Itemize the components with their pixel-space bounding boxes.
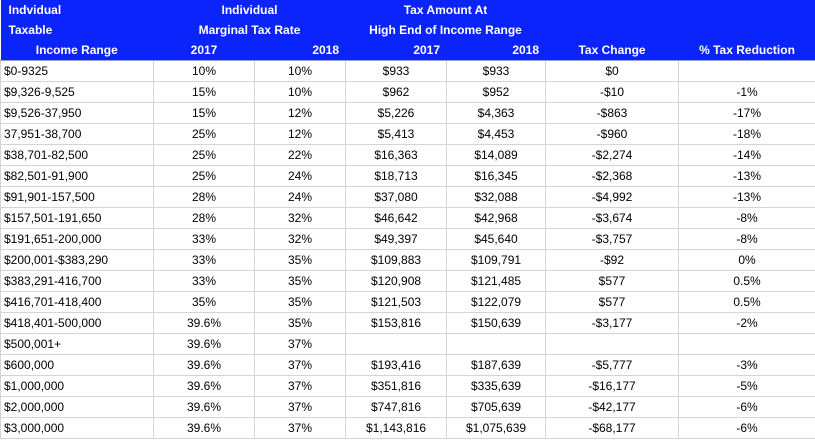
cell-tax-change[interactable]: -$5,777 (546, 355, 679, 376)
header-tax-reduction: % Tax Reduction (679, 40, 815, 61)
cell-tax-2017[interactable]: $46,642 (346, 208, 447, 229)
table-header (1, 0, 815, 61)
cell-tax-2017[interactable]: $18,713 (346, 166, 447, 187)
cell-rate-2017[interactable]: 39.6% (154, 334, 255, 355)
cell-tax-2018[interactable]: $42,968 (447, 208, 546, 229)
cell-tax-reduction[interactable]: -1% (679, 82, 815, 103)
cell-tax-2017[interactable]: $37,080 (346, 187, 447, 208)
cell-rate-2018[interactable]: 32% (255, 208, 346, 229)
cell-tax-change[interactable]: -$3,757 (546, 229, 679, 250)
cell-tax-2017[interactable] (346, 334, 447, 355)
cell-rate-2018[interactable]: 37% (255, 376, 346, 397)
cell-income-range[interactable]: $191,651-200,000 (1, 229, 154, 250)
cell-tax-reduction[interactable]: -6% (679, 397, 815, 418)
cell-rate-2018[interactable]: 37% (255, 355, 346, 376)
cell-income-range[interactable]: $91,901-157,500 (1, 187, 154, 208)
cell-income-range[interactable]: $383,291-416,700 (1, 271, 154, 292)
cell-rate-2017[interactable]: 28% (154, 208, 255, 229)
cell-tax-change[interactable]: -$68,177 (546, 418, 679, 439)
cell-rate-2017[interactable]: 39.6% (154, 397, 255, 418)
cell-rate-2018[interactable]: 35% (255, 313, 346, 334)
cell-tax-reduction[interactable] (679, 334, 815, 355)
cell-tax-2018[interactable]: $705,639 (447, 397, 546, 418)
header-row-3 (1, 40, 815, 61)
table-row (1, 61, 815, 82)
cell-rate-2018[interactable]: 22% (255, 145, 346, 166)
cell-tax-2017[interactable]: $121,503 (346, 292, 447, 313)
cell-tax-2017[interactable]: $193,416 (346, 355, 447, 376)
cell-tax-2018[interactable]: $16,345 (447, 166, 546, 187)
header-blank (679, 0, 815, 20)
cell-tax-reduction[interactable]: -17% (679, 103, 815, 124)
cell-tax-2018[interactable]: $45,640 (447, 229, 546, 250)
cell-rate-2018[interactable]: 35% (255, 292, 346, 313)
cell-rate-2017[interactable]: 33% (154, 229, 255, 250)
cell-tax-2018[interactable]: $335,639 (447, 376, 546, 397)
header-income-line2: Taxable (1, 20, 154, 40)
cell-tax-reduction[interactable]: 0.5% (679, 271, 815, 292)
header-blank (546, 20, 679, 40)
cell-rate-2018[interactable]: 32% (255, 229, 346, 250)
cell-tax-2017[interactable]: $351,816 (346, 376, 447, 397)
header-income-line1: Indvidual (1, 0, 154, 20)
table-row (1, 397, 815, 418)
table-row (1, 145, 815, 166)
cell-rate-2018[interactable]: 24% (255, 166, 346, 187)
cell-income-range[interactable]: $1,000,000 (1, 376, 154, 397)
table-row (1, 208, 815, 229)
cell-tax-change[interactable]: $577 (546, 292, 679, 313)
cell-rate-2017[interactable]: 10% (154, 61, 255, 82)
header-tax-line2: High End of Income Range (346, 20, 546, 40)
header-row-1 (1, 0, 815, 20)
cell-tax-2018[interactable]: $121,485 (447, 271, 546, 292)
cell-tax-2018[interactable]: $952 (447, 82, 546, 103)
cell-rate-2018[interactable]: 10% (255, 61, 346, 82)
table-row (1, 271, 815, 292)
table-body (1, 61, 815, 439)
cell-tax-change[interactable]: -$42,177 (546, 397, 679, 418)
cell-rate-2017[interactable]: 39.6% (154, 418, 255, 439)
cell-rate-2018[interactable]: 10% (255, 82, 346, 103)
cell-rate-2017[interactable]: 15% (154, 82, 255, 103)
cell-tax-2017[interactable]: $5,226 (346, 103, 447, 124)
cell-tax-change[interactable]: -$2,368 (546, 166, 679, 187)
cell-rate-2017[interactable]: 28% (154, 187, 255, 208)
table-row (1, 229, 815, 250)
header-rate-2017: 2017 (154, 40, 255, 61)
cell-tax-2017[interactable]: $747,816 (346, 397, 447, 418)
table-row (1, 124, 815, 145)
cell-tax-2017[interactable]: $933 (346, 61, 447, 82)
table-row (1, 166, 815, 187)
header-tax-line1: Tax Amount At (346, 0, 546, 20)
cell-rate-2018[interactable]: 37% (255, 334, 346, 355)
cell-rate-2018[interactable]: 12% (255, 124, 346, 145)
cell-rate-2017[interactable]: 25% (154, 166, 255, 187)
cell-tax-reduction[interactable]: -14% (679, 145, 815, 166)
cell-rate-2018[interactable]: 37% (255, 418, 346, 439)
cell-rate-2017[interactable]: 39.6% (154, 313, 255, 334)
header-rate-line1: Individual (154, 0, 346, 20)
cell-rate-2018[interactable]: 35% (255, 271, 346, 292)
header-tax-2018: 2018 (447, 40, 546, 61)
cell-tax-2017[interactable]: $5,413 (346, 124, 447, 145)
cell-income-range[interactable]: $38,701-82,500 (1, 145, 154, 166)
table-row (1, 313, 815, 334)
cell-tax-change[interactable]: -$960 (546, 124, 679, 145)
table-row (1, 292, 815, 313)
cell-tax-2018[interactable]: $150,639 (447, 313, 546, 334)
cell-tax-2018[interactable]: $14,089 (447, 145, 546, 166)
cell-tax-reduction[interactable]: -13% (679, 166, 815, 187)
cell-tax-2017[interactable]: $109,883 (346, 250, 447, 271)
cell-tax-2018[interactable]: $4,363 (447, 103, 546, 124)
cell-tax-2017[interactable]: $962 (346, 82, 447, 103)
header-tax-change: Tax Change (546, 40, 679, 61)
table-row (1, 334, 815, 355)
cell-income-range[interactable]: $0-9325 (1, 61, 154, 82)
cell-rate-2018[interactable]: 12% (255, 103, 346, 124)
header-row-2 (1, 20, 815, 40)
cell-tax-change[interactable]: $577 (546, 271, 679, 292)
cell-rate-2018[interactable]: 37% (255, 397, 346, 418)
table-row (1, 355, 815, 376)
cell-rate-2017[interactable]: 25% (154, 124, 255, 145)
cell-tax-reduction[interactable]: -6% (679, 418, 815, 439)
table-row (1, 187, 815, 208)
cell-income-range[interactable]: $416,701-418,400 (1, 292, 154, 313)
cell-tax-reduction[interactable]: -2% (679, 313, 815, 334)
cell-tax-2017[interactable]: $16,363 (346, 145, 447, 166)
cell-tax-change[interactable]: -$863 (546, 103, 679, 124)
header-blank (546, 0, 679, 20)
header-rate-line2: Marginal Tax Rate (154, 20, 346, 40)
cell-rate-2017[interactable]: 15% (154, 103, 255, 124)
cell-income-range[interactable]: $2,000,000 (1, 397, 154, 418)
cell-tax-2018[interactable]: $187,639 (447, 355, 546, 376)
cell-tax-2018[interactable]: $109,791 (447, 250, 546, 271)
cell-income-range[interactable]: 37,951-38,700 (1, 124, 154, 145)
cell-tax-reduction[interactable] (679, 61, 815, 82)
cell-rate-2017[interactable]: 39.6% (154, 355, 255, 376)
table-row (1, 103, 815, 124)
header-blank (679, 20, 815, 40)
cell-tax-change[interactable]: -$3,674 (546, 208, 679, 229)
cell-tax-2018[interactable]: $4,453 (447, 124, 546, 145)
cell-rate-2017[interactable]: 35% (154, 292, 255, 313)
cell-tax-2017[interactable]: $153,816 (346, 313, 447, 334)
cell-tax-2017[interactable]: $120,908 (346, 271, 447, 292)
cell-tax-reduction[interactable]: -8% (679, 229, 815, 250)
cell-income-range[interactable]: $82,501-91,900 (1, 166, 154, 187)
cell-tax-reduction[interactable]: -3% (679, 355, 815, 376)
header-tax-2017: 2017 (346, 40, 447, 61)
cell-tax-2018[interactable]: $1,075,639 (447, 418, 546, 439)
cell-income-range[interactable]: $9,526-37,950 (1, 103, 154, 124)
table-row (1, 376, 815, 397)
table-row (1, 82, 815, 103)
cell-rate-2017[interactable]: 33% (154, 271, 255, 292)
cell-income-range[interactable]: $157,501-191,650 (1, 208, 154, 229)
cell-tax-2018[interactable] (447, 334, 546, 355)
cell-income-range[interactable]: $600,000 (1, 355, 154, 376)
cell-tax-change[interactable]: $0 (546, 61, 679, 82)
cell-income-range[interactable]: $9,326-9,525 (1, 82, 154, 103)
cell-rate-2018[interactable]: 35% (255, 250, 346, 271)
cell-tax-2018[interactable]: $32,088 (447, 187, 546, 208)
cell-tax-change[interactable]: -$4,992 (546, 187, 679, 208)
cell-rate-2017[interactable]: 39.6% (154, 376, 255, 397)
cell-rate-2017[interactable]: 25% (154, 145, 255, 166)
cell-income-range[interactable]: $418,401-500,000 (1, 313, 154, 334)
cell-tax-reduction[interactable]: 0% (679, 250, 815, 271)
table-row (1, 418, 815, 439)
cell-tax-change[interactable]: -$16,177 (546, 376, 679, 397)
cell-tax-reduction[interactable]: -18% (679, 124, 815, 145)
cell-income-range[interactable]: $500,001+ (1, 334, 154, 355)
cell-tax-change[interactable] (546, 334, 679, 355)
cell-tax-2018[interactable]: $122,079 (447, 292, 546, 313)
cell-tax-change[interactable]: -$3,177 (546, 313, 679, 334)
cell-income-range[interactable]: $3,000,000 (1, 418, 154, 439)
cell-rate-2017[interactable]: 33% (154, 250, 255, 271)
cell-tax-reduction[interactable]: -5% (679, 376, 815, 397)
cell-tax-change[interactable]: -$2,274 (546, 145, 679, 166)
cell-tax-2017[interactable]: $49,397 (346, 229, 447, 250)
cell-tax-2018[interactable]: $933 (447, 61, 546, 82)
table-row (1, 250, 815, 271)
cell-tax-2017[interactable]: $1,143,816 (346, 418, 447, 439)
header-rate-2018: 2018 (255, 40, 346, 61)
cell-tax-reduction[interactable]: -8% (679, 208, 815, 229)
cell-rate-2018[interactable]: 24% (255, 187, 346, 208)
cell-tax-reduction[interactable]: 0.5% (679, 292, 815, 313)
header-income-range: Income Range (1, 40, 154, 61)
cell-tax-reduction[interactable]: -13% (679, 187, 815, 208)
cell-income-range[interactable]: $200,001-$383,290 (1, 250, 154, 271)
cell-tax-change[interactable]: -$92 (546, 250, 679, 271)
cell-tax-change[interactable]: -$10 (546, 82, 679, 103)
